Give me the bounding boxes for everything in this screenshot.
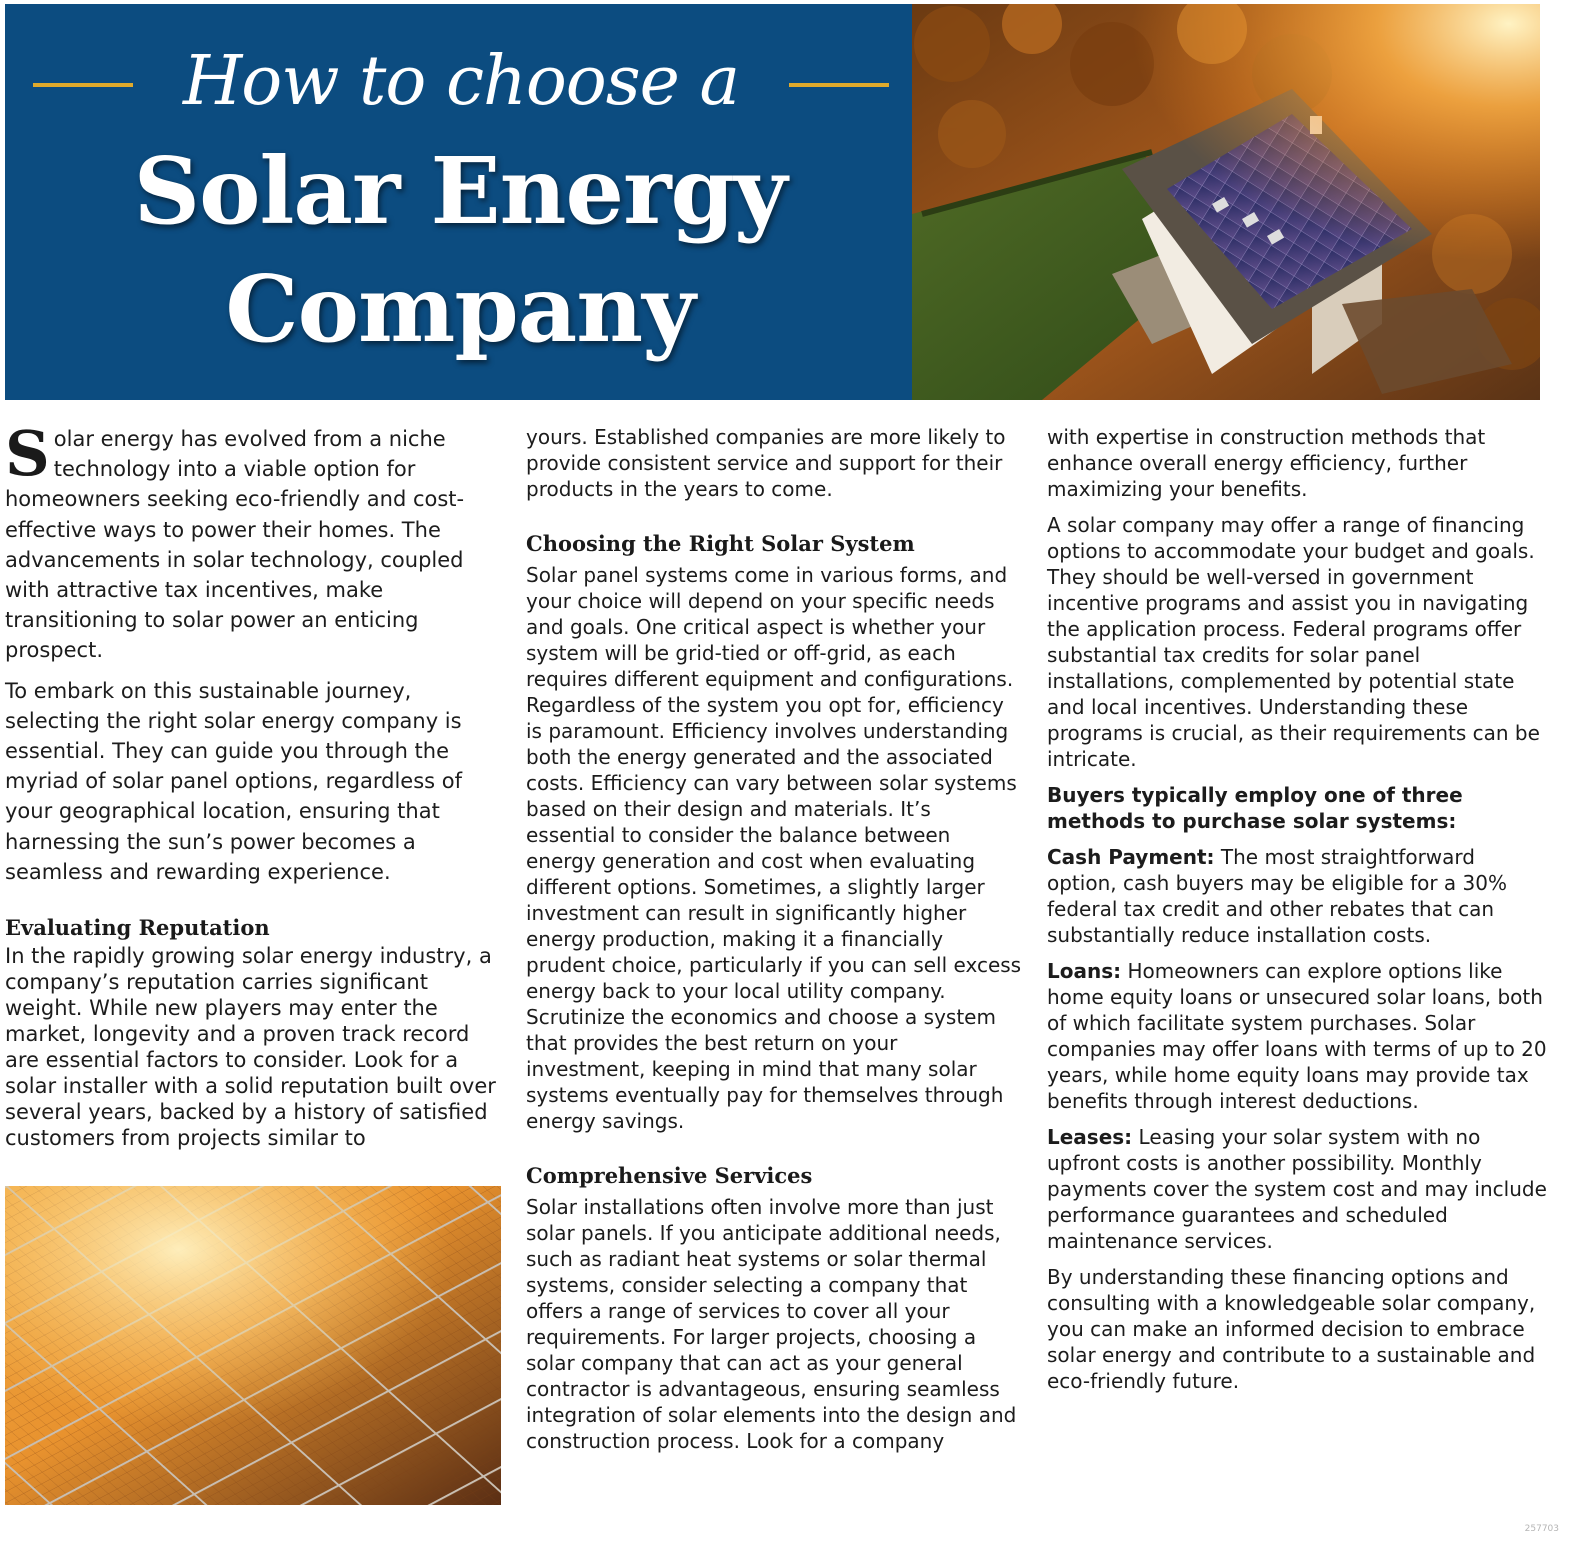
kicker-row <box>5 42 915 122</box>
cash-label: Cash Payment: <box>1047 845 1215 869</box>
drop-cap: S <box>5 417 50 490</box>
gold-rule-left <box>33 83 133 87</box>
intro-text: olar energy has evolved from a niche technology into a viable option for homeowners seeking eco-friendly and cost-effective ways to power their homes. The advancements in solar technology, coupled with attractive tax incentives, make transitioning to solar power an enticing prospect. <box>5 427 465 663</box>
paragraph-services: Solar installations often involve more than just solar panels. If you anticipate additional needs, such as radiant heat systems or solar thermal systems, consider selecting a company that offers a range of services to cover all your requirements. For larger projects, choosing a solar company that can act as your general contractor is advantageous, ensuring seamless integration of solar elements into the design and construction process. Look for a company <box>526 1195 1017 1453</box>
intro-paragraph <box>5 417 497 666</box>
heading-evaluating-reputation: Evaluating Reputation <box>5 915 270 941</box>
paragraph-journey: To embark on this sustainable journey, selecting the right solar energy company is essential. They can guide you through the myriad of solar panel options, regardless of your geographical location, ensuring that harnessing the sun’s power becomes a seamless and rewarding experience. <box>5 678 463 884</box>
cash-payment-item <box>1047 844 1547 948</box>
paragraph-established: yours. Established companies are more likely to provide consistent service and support for their products in the years to come. <box>526 425 1006 501</box>
paragraph-reputation: In the rapidly growing solar energy industry, a company’s reputation carries significant weight. While new players may enter the market, longevity and a proven track record are essential factors to consider. Look for a solar installer with a solid reputation built over several years, backed by a history of satisfied customers from projects similar to <box>5 944 496 1151</box>
loans-label: Loans: <box>1047 959 1122 983</box>
paragraph-conclusion: By understanding these financing options and consulting with a knowledgeable solar company, you can make an informed decision to embrace solar energy and contribute to a sustainable and eco-friendly future. <box>1047 1265 1536 1393</box>
gold-rule-right <box>789 83 889 87</box>
loans-item <box>1047 958 1547 1114</box>
headline-line-2: Company <box>225 255 695 363</box>
cash-text: The most straightforward option, cash buyers may be eligible for a 30% federal tax credit and other rebates that can substantially reduce installation costs. <box>1047 845 1507 947</box>
loans-text: Homeowners can explore options like home equity loans or unsecured solar loans, both of which facilitate system purchases. Solar companies may offer loans with terms of up to 20 years, while home equity loans may provide tax benefits through interest deductions. <box>1047 959 1547 1113</box>
leases-item <box>1047 1124 1547 1254</box>
leases-text: Leasing your solar system with no upfront costs is another possibility. Monthly payments cover the system cost and may include performance guarantees and scheduled maintenance services. <box>1047 1125 1547 1253</box>
solar-panels-photo <box>5 1186 501 1505</box>
image-id: 257703 <box>1524 1524 1559 1534</box>
title-banner <box>5 4 915 400</box>
column-3 <box>1047 424 1547 1404</box>
house-solar-roof-photo <box>912 4 1540 400</box>
paragraph-system: Solar panel systems come in various forms, and your choice will depend on your specific needs and goals. One critical aspect is whether your system will be grid-tied or off-grid, as each requires different equipment and configurations. Regardless of the system you opt for, efficiency is paramount. Efficiency involves understanding both the energy generated and the associated costs. Efficiency can vary between solar systems based on their design and materials. It’s essential to consider the balance between energy generation and cost when evaluating different options. Sometimes, a slightly larger investment can result in significantly higher energy production, making it a financially prudent choice, particularly if you can sell excess energy back to your local utility company. Scrutinize the economics and choose a system that provides the best return on your investment, keeping in mind that many solar systems eventually pay for themselves through energy savings. <box>526 563 1022 1133</box>
headline-line-1: Solar Energy <box>133 137 787 245</box>
paragraph-financing: A solar company may offer a range of financing options to accommodate your budget and goals. They should be well-versed in government incentive programs and assist you in navigating the application process. Federal programs offer substantial tax credits for solar panel installations, complemented by potential state and local incentives. Understanding these programs is crucial, as their requirements can be intricate. <box>1047 513 1540 771</box>
column-1 <box>5 417 497 1161</box>
paragraph-expertise: with expertise in construction methods that enhance overall energy efficiency, further maximizing your benefits. <box>1047 425 1486 501</box>
heading-comprehensive-services: Comprehensive Services <box>526 1163 813 1188</box>
kicker-text: How to choose a <box>183 42 739 121</box>
column-2 <box>526 424 1022 1454</box>
heading-choosing-system: Choosing the Right Solar System <box>526 531 915 556</box>
leases-label: Leases: <box>1047 1125 1133 1149</box>
buyers-heading: Buyers typically employ one of three methods to purchase solar systems: <box>1047 783 1463 833</box>
